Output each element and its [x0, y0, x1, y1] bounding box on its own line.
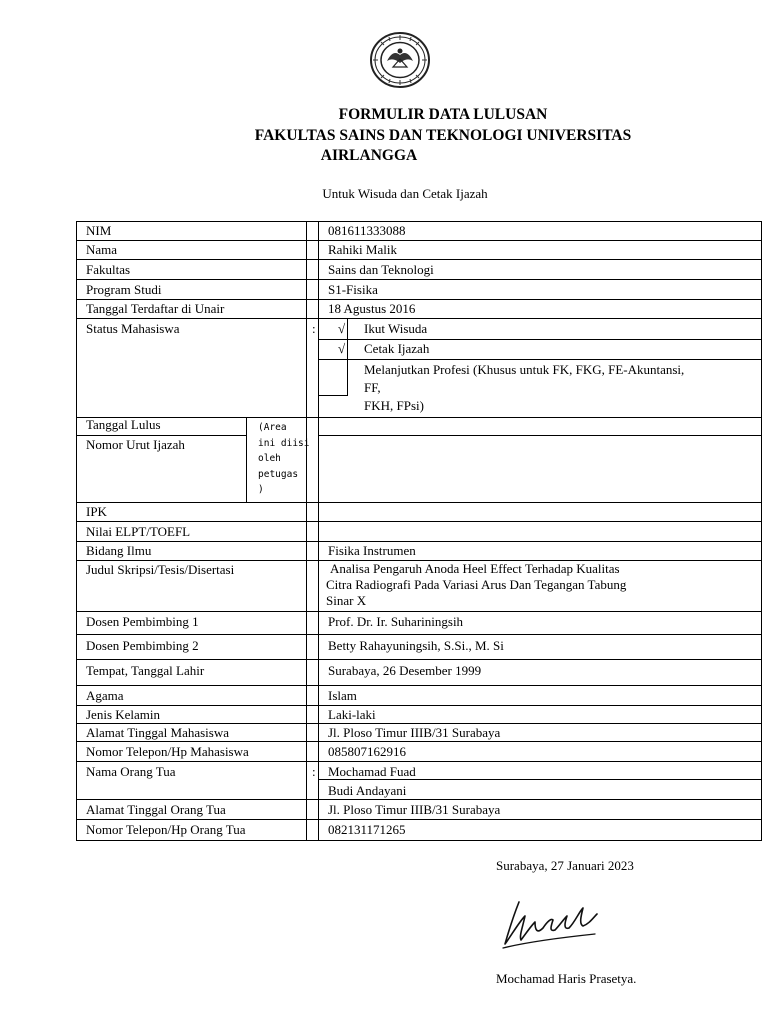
value-program-studi: S1-Fisika [328, 282, 378, 297]
signatory-name: Mochamad Haris Prasetya. [496, 971, 637, 986]
label-alamat-mahasiswa: Alamat Tinggal Mahasiswa [86, 725, 229, 740]
value-alamat-mahasiswa: Jl. Ploso Timur IIIB/31 Surabaya [328, 725, 501, 740]
university-seal-logo [369, 31, 431, 89]
faculty-title: FAKULTAS SAINS DAN TEKNOLOGI UNIVERSITAS [254, 127, 632, 144]
officer-area-note: (Area ini diisi oleh petugas ) [258, 422, 310, 495]
option-melanjutkan-profesi: Melanjutkan Profesi (Khusus untuk FK, FKG, FE-Akuntansi, FF, FKH, FPsi) [364, 362, 685, 413]
label-status-mahasiswa: Status Mahasiswa [86, 321, 180, 336]
label-program-studi: Program Studi [86, 282, 162, 297]
value-nama: Rahiki Malik [328, 242, 397, 257]
value-nama-ibu: Budi Andayani [328, 783, 407, 798]
graduate-data-form [76, 221, 762, 841]
label-alamat-orang-tua: Alamat Tinggal Orang Tua [86, 802, 226, 817]
signature-date: Surabaya, 27 Januari 2023 [496, 858, 634, 873]
university-title: AIRLANGGA [320, 147, 418, 164]
value-nama-ayah: Mochamad Fuad [328, 764, 416, 779]
label-nama: Nama [86, 242, 118, 257]
form-title: FORMULIR DATA LULUSAN [338, 106, 548, 123]
ortu-colon: : [312, 764, 316, 779]
value-dosen-pembimbing-2: Betty Rahayuningsih, S.Si., M. Si [328, 638, 504, 653]
label-bidang-ilmu: Bidang Ilmu [86, 543, 152, 558]
label-ipk: IPK [86, 504, 107, 519]
check-ikut-wisuda[interactable]: √ [338, 321, 346, 336]
label-nama-orang-tua: Nama Orang Tua [86, 764, 176, 779]
check-cetak-ijazah[interactable]: √ [338, 341, 346, 356]
label-tempat-tanggal-lahir: Tempat, Tanggal Lahir [86, 663, 205, 678]
value-dosen-pembimbing-1: Prof. Dr. Ir. Suhariningsih [328, 614, 464, 629]
label-nim: NIM [86, 223, 112, 238]
value-fakultas: Sains dan Teknologi [328, 262, 434, 277]
label-dosen-pembimbing-1: Dosen Pembimbing 1 [86, 614, 199, 629]
status-colon: : [312, 321, 316, 336]
value-nim: 081611333088 [328, 223, 406, 238]
label-agama: Agama [86, 688, 124, 703]
label-judul-skripsi: Judul Skripsi/Tesis/Disertasi [86, 562, 235, 577]
label-tanggal-terdaftar: Tanggal Terdaftar di Unair [86, 301, 225, 316]
value-tanggal-terdaftar: 18 Agustus 2016 [328, 301, 416, 316]
option-cetak-ijazah: Cetak Ijazah [364, 341, 430, 356]
label-telepon-mahasiswa: Nomor Telepon/Hp Mahasiswa [86, 744, 249, 759]
label-nomor-urut-ijazah: Nomor Urut Ijazah [86, 437, 185, 452]
label-nilai-elpt: Nilai ELPT/TOEFL [86, 524, 191, 539]
option-ikut-wisuda: Ikut Wisuda [364, 321, 428, 336]
value-judul-skripsi: Analisa Pengaruh Anoda Heel Effect Terhadap Kualitas Citra Radiografi Pada Variasi Arus Dan Tegangan Tabung Sinar X [326, 561, 627, 608]
value-jenis-kelamin: Laki-laki [328, 707, 376, 722]
form-subtitle: Untuk Wisuda dan Cetak Ijazah [322, 186, 488, 201]
value-alamat-orang-tua: Jl. Ploso Timur IIIB/31 Surabaya [328, 802, 501, 817]
label-jenis-kelamin: Jenis Kelamin [86, 707, 161, 722]
label-tanggal-lulus: Tanggal Lulus [86, 417, 161, 432]
value-telepon-orang-tua: 082131171265 [328, 822, 406, 837]
label-telepon-orang-tua: Nomor Telepon/Hp Orang Tua [86, 822, 246, 837]
value-agama: Islam [328, 688, 357, 703]
value-telepon-mahasiswa: 085807162916 [328, 744, 406, 759]
value-bidang-ilmu: Fisika Instrumen [328, 543, 416, 558]
value-tempat-tanggal-lahir: Surabaya, 26 Desember 1999 [328, 663, 482, 678]
handwritten-signature [497, 892, 615, 958]
label-fakultas: Fakultas [86, 262, 131, 277]
label-dosen-pembimbing-2: Dosen Pembimbing 2 [86, 638, 199, 653]
